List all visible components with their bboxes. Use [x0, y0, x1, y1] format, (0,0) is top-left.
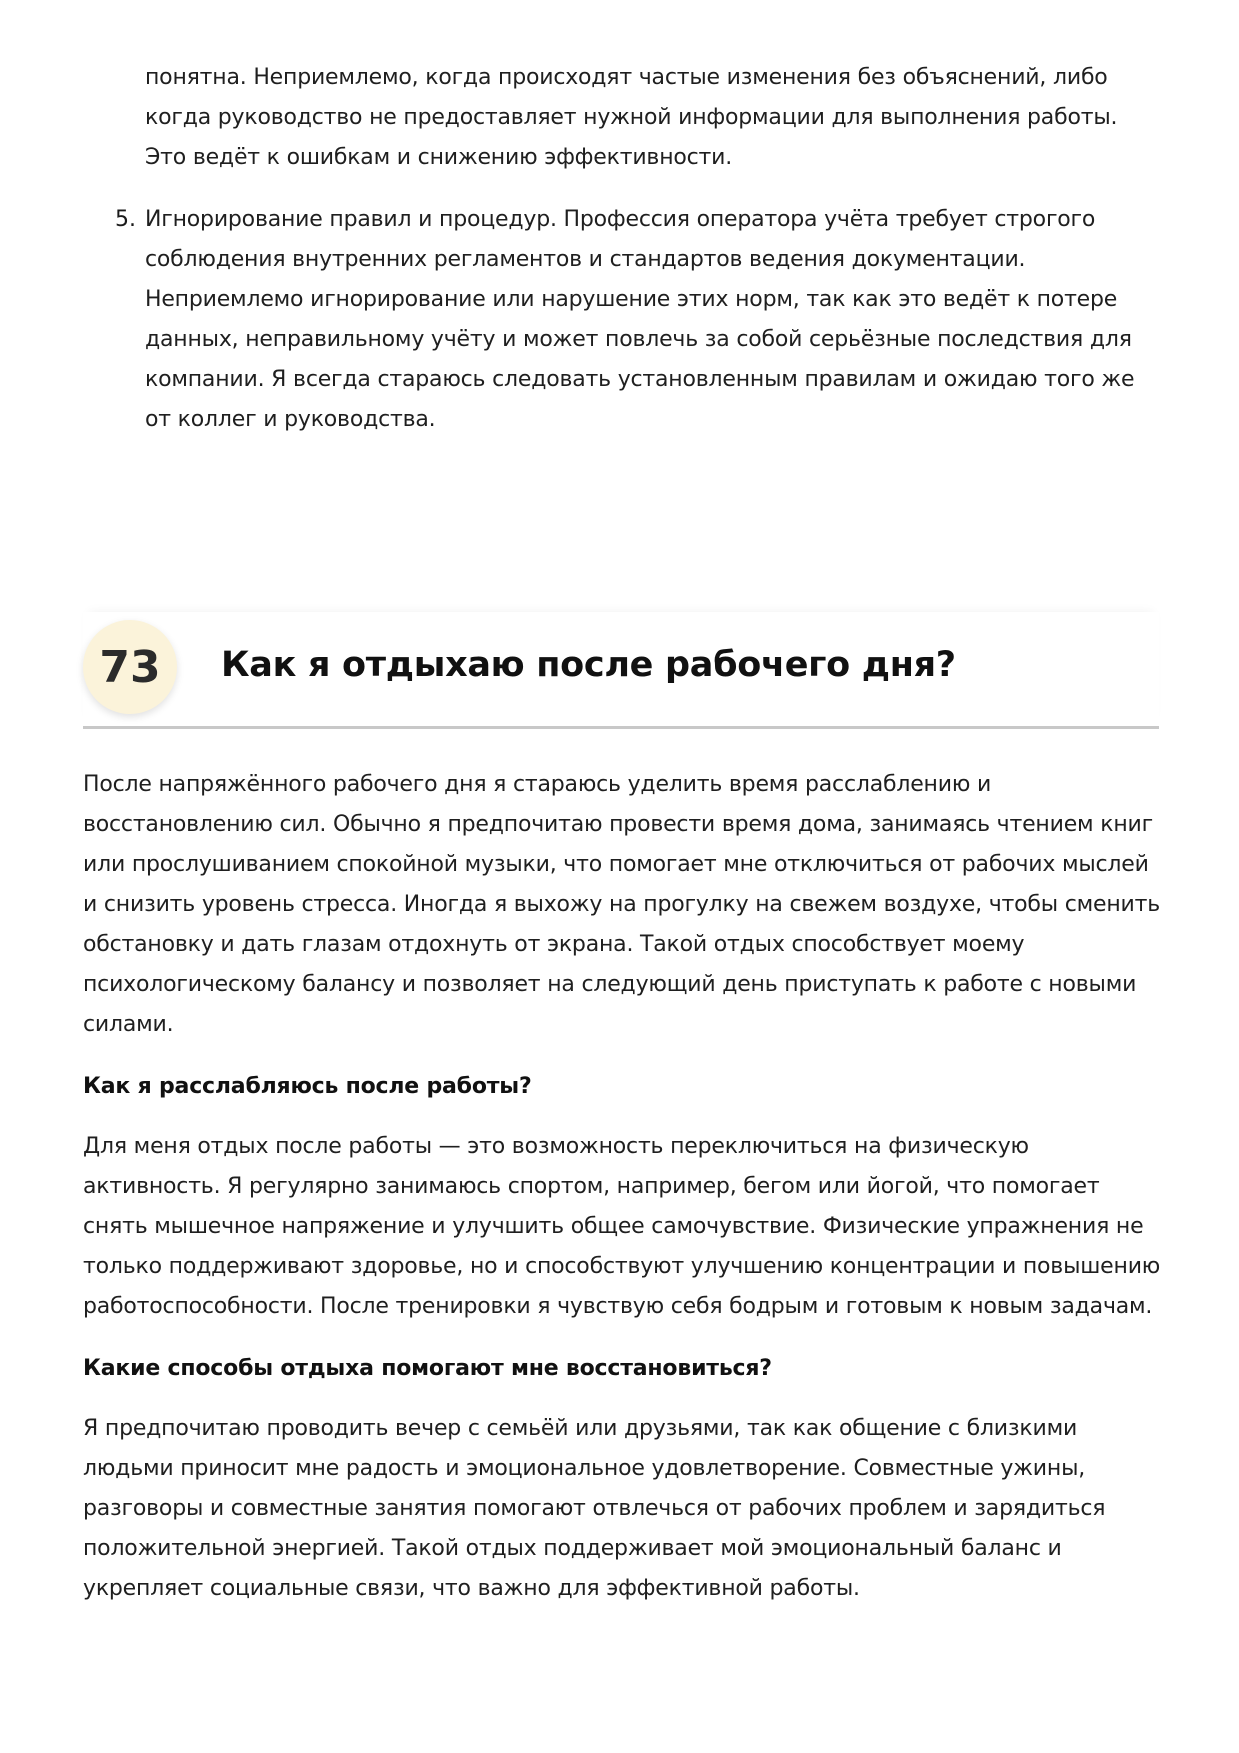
- question-number-badge: 73: [83, 620, 177, 714]
- recovery-paragraph: Я предпочитаю проводить вечер с семьёй или друзьями, так как общение с близкими людьми приносит мне радость и эмоциональное удовлетворение. Совместные ужины, разговоры и совместные занятия помогают отвлечься от рабочих проблем и зарядиться положительной энергией. Такой отдых поддерживает мой эмоциональный баланс и укрепляет социальные связи, что важно для эффективной работы.: [83, 1416, 1106, 1601]
- subheading-recovery: Какие способы отдыха помогают мне восстановиться?: [83, 1356, 772, 1381]
- intro-paragraph: После напряжённого рабочего дня я стараюсь уделить время расслаблению и восстановлению сил. Обычно я предпочитаю провести время дома, занимаясь чтением книг или прослушиванием спокойной музыки, что помогает мне отключиться от рабочих мыслей и снизить уровень стресса. Иногда я выхожу на прогулку на свежем воздухе, чтобы сменить обстановку и дать глазам отдохнуть от экрана. Такой отдых способствует моему психологическому балансу и позволяет на следующий день приступать к работе с новыми силами.: [83, 772, 1161, 1037]
- list-item-number: 5.: [115, 207, 136, 232]
- section-header: [83, 612, 1159, 729]
- list-item-continued-text: понятна. Неприемлемо, когда происходят частые изменения без объяснений, либо когда руководство не предоставляет нужной информации для выполнения работы. Это ведёт к ошибкам и снижению эффективности.: [145, 65, 1118, 170]
- numbered-list: [115, 58, 1145, 440]
- list-item-5: [115, 200, 1145, 440]
- relax-paragraph: Для меня отдых после работы — это возможность переключиться на физическую активность. Я регулярно занимаюсь спортом, например, бегом или йогой, что помогает снять мышечное напряжение и улучшить общее самочувствие. Физические упражнения не только поддерживают здоровье, но и способствуют улучшению концентрации и повышению работоспособности. После тренировки я чувствую себя бодрым и готовым к новым задачам.: [83, 1134, 1161, 1319]
- section-content: [83, 765, 1163, 1631]
- list-item-text: Игнорирование правил и процедур. Профессия оператора учёта требует строгого соблюдения внутренних регламентов и стандартов ведения документации. Неприемлемо игнорирование или нарушение этих норм, так как это ведёт к потере данных, неправильному учёту и может повлечь за собой серьёзные последствия для компании. Я всегда стараюсь следовать установленным правилам и ожидаю того же от коллег и руководства.: [145, 207, 1135, 432]
- section-title: Как я отдыхаю после рабочего дня?: [221, 645, 956, 685]
- subheading-relax: Как я расслабляюсь после работы?: [83, 1074, 532, 1099]
